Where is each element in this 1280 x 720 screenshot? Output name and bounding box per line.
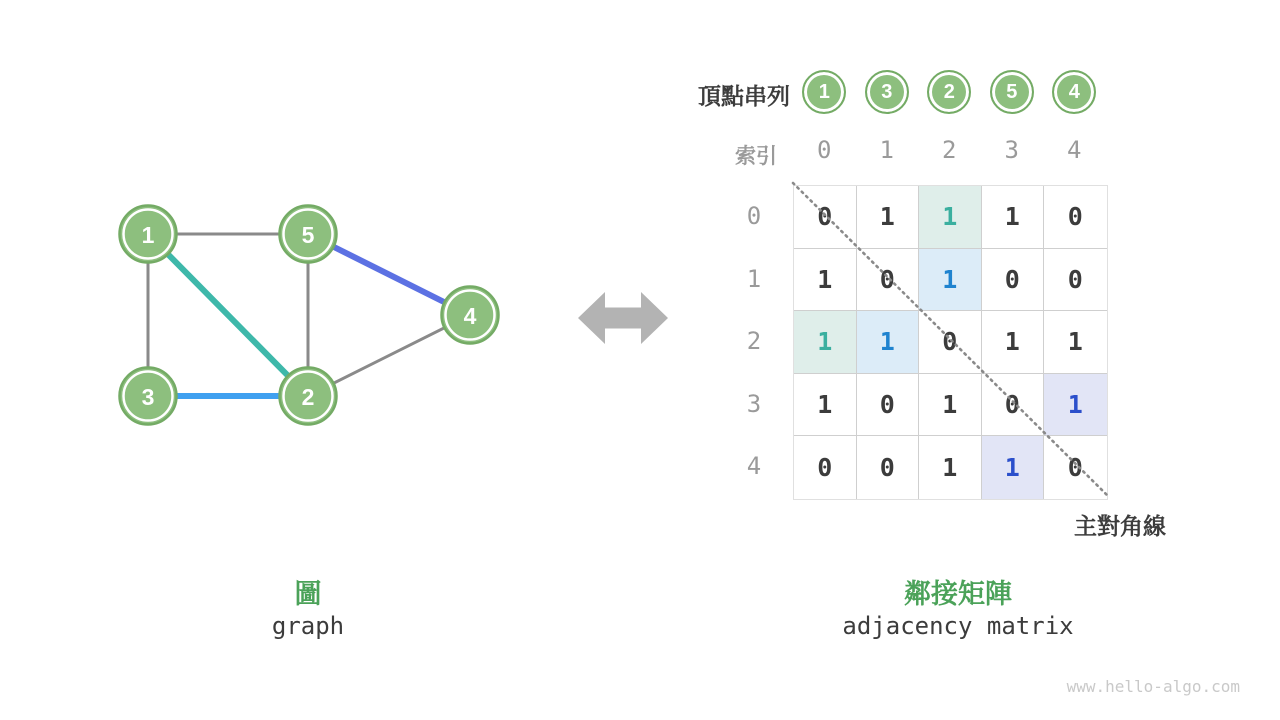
index-value-4: 4 [1067, 136, 1082, 164]
svg-text:4: 4 [463, 303, 477, 329]
matrix-cell-4-4: 0 [1067, 452, 1083, 482]
matrix-cell-1-4: 0 [1044, 249, 1107, 312]
graph-node-2 [280, 368, 337, 425]
index-value-0: 0 [817, 136, 832, 164]
index-row [793, 136, 1106, 164]
matrix-cell-0-3: 1 [982, 186, 1045, 249]
matrix-cell-4-0: 0 [794, 436, 857, 499]
matrix-cell-4-1: 0 [857, 436, 920, 499]
vertex-circle-2: 2 [927, 70, 971, 114]
vertex-circle-3: 3 [865, 70, 909, 114]
matrix-cell-1-1: 0 [857, 249, 920, 312]
matrix-cell-0-0: 0 [794, 186, 857, 249]
matrix-cell-2-4: 1 [1044, 311, 1107, 374]
svg-text:5: 5 [301, 222, 315, 248]
row-label-3: 3 [746, 389, 762, 418]
svg-text:2: 2 [301, 384, 315, 410]
matrix-cell-2-1: 1 [857, 311, 920, 374]
row-label-4: 4 [746, 452, 762, 480]
matrix-cell-3-2: 1 [919, 374, 982, 437]
matrix-cell-0-1: 1 [857, 186, 920, 249]
matrix-cell-1-0: 1 [794, 249, 857, 312]
graph-caption-en: graph [271, 612, 345, 640]
matrix-cell-1-3: 0 [982, 249, 1045, 312]
index-value-1: 1 [879, 136, 894, 164]
matrix-cell-3-3: 0 [982, 374, 1045, 437]
main-diagonal-line [789, 179, 1115, 505]
vertex-circle-1: 1 [802, 70, 846, 114]
vertex-circle-5: 5 [990, 70, 1034, 114]
matrix-cell-0-2: 1 [919, 186, 982, 249]
graph-node-3 [120, 368, 177, 425]
matrix-cell-1-2: 1 [919, 249, 982, 312]
row-label-2: 2 [746, 327, 762, 355]
matrix-row-labels [740, 185, 768, 498]
vertex-circle-4: 4 [1052, 70, 1096, 114]
matrix-cell-4-2: 1 [919, 436, 982, 499]
svg-text:1: 1 [141, 222, 155, 248]
graph-node-1 [120, 206, 177, 263]
matrix-cell-3-1: 0 [857, 374, 920, 437]
index-value-2: 2 [942, 136, 957, 164]
vertex-list-label: 頂點串列 [698, 83, 790, 109]
matrix-caption-zh: 鄰接矩陣 [904, 579, 1012, 609]
index-value-3: 3 [1004, 136, 1019, 164]
watermark: www.hello-algo.com [1066, 677, 1240, 696]
row-label-0: 0 [746, 202, 762, 230]
row-label-1: 1 [746, 264, 762, 293]
main-diagonal-label: 主對角線 [1074, 513, 1166, 539]
matrix-cell-0-4: 0 [1044, 186, 1107, 249]
matrix-cell-4-3: 1 [982, 436, 1045, 499]
double-arrow-icon [578, 290, 668, 346]
matrix-cell-2-0: 1 [794, 311, 857, 374]
index-label: 索引 [735, 145, 777, 168]
svg-text:3: 3 [141, 384, 155, 410]
graph-edge-1-2 [148, 234, 308, 396]
graph-node-5 [280, 206, 337, 263]
matrix-cell-3-4: 1 [1044, 374, 1107, 437]
matrix-cell-2-2: 0 [919, 311, 982, 374]
graph-figure [60, 160, 540, 470]
matrix-cell-2-3: 1 [982, 311, 1045, 374]
matrix-caption-en: adjacency matrix [842, 612, 1074, 640]
vertex-list-row [793, 70, 1106, 115]
matrix-cell-3-0: 1 [794, 374, 857, 437]
graph-node-4 [442, 287, 499, 344]
graph-caption-zh: 圖 [294, 579, 322, 609]
